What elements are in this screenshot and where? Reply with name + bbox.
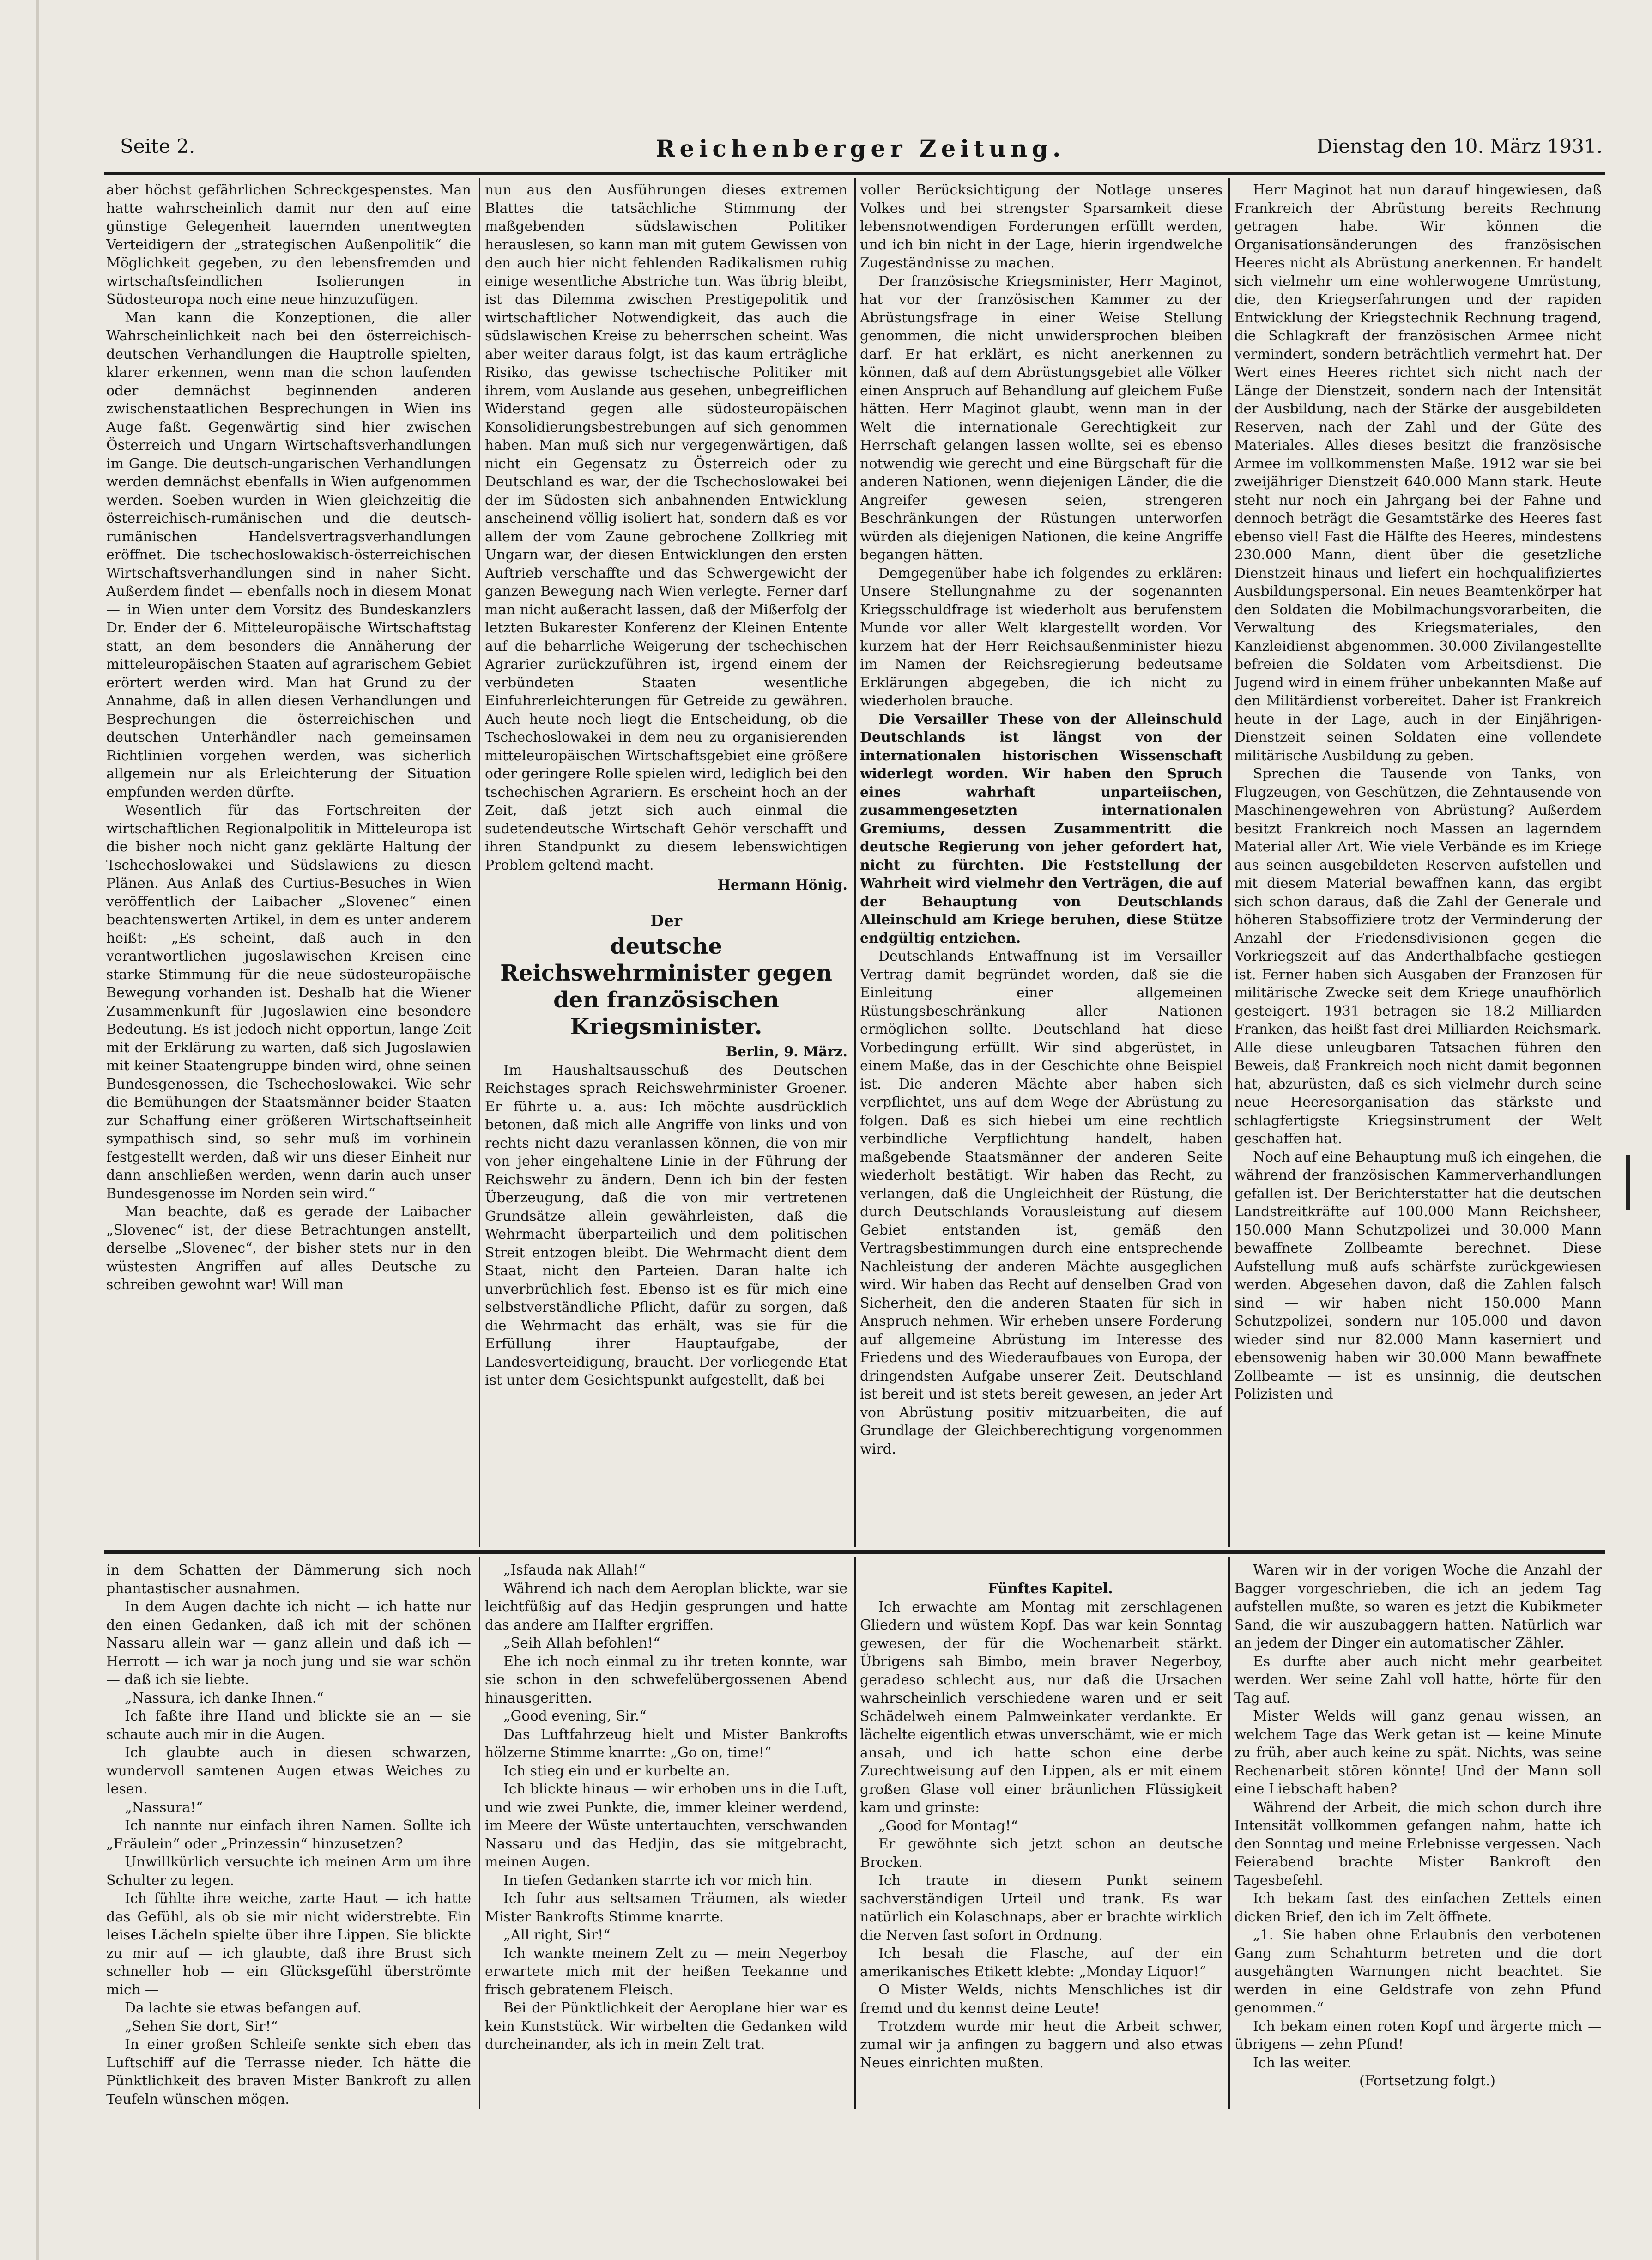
paragraph: Ich fuhr aus seltsamen Träumen, als wieder Mister Bankrofts Stimme knarrte. xyxy=(485,1890,847,1925)
paragraph: In tiefen Gedanken starrte ich vor mich hin. xyxy=(503,1872,813,1889)
paragraph: Das Luftfahrzeug hielt und Mister Bankrofts hölzerne Stimme knarrte: „Go on, time!“ xyxy=(485,1726,847,1761)
serial-column-1 xyxy=(106,1561,471,2106)
article-headline-block xyxy=(485,912,847,1041)
paragraph: Wesentlich für das Fortschreiten der wirtschaftlichen Regionalpolitik in Mitteleuropa ist die bisher noch nicht ganz geklärte Haltung der Tschechoslowakei und Südslawiens zu diesen Plänen. Aus Anlaß des Curtius-Besuches in Wien veröffentlich der Laibacher „Slovenec“ einen beachtenswerten Artikel, in dem es unter anderem heißt: „Es scheint, daß auch in den verantwortlichen jugoslawischen Kreisen eine starke Stimmung für die neue südosteuropäische Bewegung vorhanden ist. Deshalb hat die Wiener Zusammenkunft für Jugoslawien eine besondere Bedeutung. Es ist jedoch nicht opportun, lange Zeit mit der Erklärung zu warten, daß sich Jugoslawien mit keiner Staatengruppe binden wird, ohne seinen Bundesgenossen, die Tschechoslowakei. Wie sehr die Bemühungen der Staatsmänner beider Staaten zur Schaffung einer größeren Wirtschaftseinheit sympathisch sind, so sehr muß im vorhinein festgestellt werden, daß wir uns dieser Einheit nur dann anschließen werden, wenn darin auch unser Bundesgenosse im Norden sein wird.“ xyxy=(106,802,471,1202)
paragraph: Man beachte, daß es gerade der Laibacher „Slovenec“ ist, der diese Betrachtungen anstellt, derselbe „Slovenec“, der bisher stets nur in den wüstesten Angriffen auf alles Deutsche zu schreiben gewohnt war! Will man xyxy=(106,1204,471,1293)
column-3 xyxy=(860,181,1222,1544)
serial-column-4 xyxy=(1234,1561,1602,2106)
chapter-heading: Fünftes Kapitel. xyxy=(988,1581,1113,1597)
issue-date: Dienstag den 10. März 1931. xyxy=(1317,135,1603,158)
feuilleton-separator xyxy=(104,1550,1605,1554)
paragraph: Ich las weiter. xyxy=(1253,2054,1352,2071)
paragraph: Ich faßte ihre Hand und blickte sie an — sie schaute auch mir in die Augen. xyxy=(106,1708,471,1743)
paragraph: Die Versailler These von der Alleinschuld Deutschlands ist längst von der internationalen historischen Wissenschaft widerlegt worden. Wir haben den Spruch eines wahrhaft unparteiischen, zusammengesetzten internationalen Gremiums, dessen Zusammentritt die deutsche Regierung von jeher gefordert hat, nicht zu fürchten. Die Feststellung der Wahrheit wird vielmehr den Verträgen, die auf der Behauptung von Deutschlands Alleinschuld am Kriege beruhen, diese Stütze endgültig entziehen. xyxy=(860,711,1222,946)
paragraph: Im Haushaltsausschuß des Deutschen Reichstages sprach Reichswehrminister Groener. Er führte u. a. aus: Ich möchte ausdrücklich betonen, daß mich alle Angriffe von links und von rechts nicht dazu veranlassen können, die von mir von jeher eingehaltene Linie in der Führung der Reichswehr zu ändern. Denn ich bin der festen Überzeugung, daß die von mir vertretenen Grundsätze allein gewährleisten, daß die Wehrmacht überparteilich und dem politischen Streit entzogen bleibt. Die Wehrmacht dient dem Staat, nicht den Parteien. Daran halte ich unverbrüchlich fest. Ebenso ist es für mich eine selbstverständliche Pflicht, dafür zu sorgen, daß die Wehrmacht das erhält, was sie für die Erfüllung ihrer Hauptaufgabe, der Landesverteidigung, braucht. Der vorliegende Etat ist unter dem Gesichtspunkt aufgestellt, daß bei xyxy=(485,1062,847,1388)
paragraph: Ich bekam einen roten Kopf und ärgerte mich — übrigens — zehn Pfund! xyxy=(1234,2018,1602,2053)
to-be-continued: (Fortsetzung folgt.) xyxy=(1359,2073,1495,2089)
paragraph: aber höchst gefährlichen Schreckgespenstes. Man hatte wahrscheinlich damit nur den auf eine günstige Gelegenheit lauernden unentwegten Verteidigern der „strategischen Außenpolitik“ die Möglichkeit gegeben, zu den lebensfremden und wirtschaftsfeindlichen Isolierungen in Südosteuropa noch eine neue hinzuzufügen. xyxy=(106,182,471,308)
paragraph: Mister Welds will ganz genau wissen, an welchem Tage das Werk getan ist — keine Minute zu früh, aber auch keine zu spät. Nichts, was seine Rechenarbeit stören könnte! Und der Mann soll eine Liebschaft haben? xyxy=(1234,1708,1602,1797)
paragraph: Ich traute in diesem Punkt seinem sachverständigen Urteil und trank. Es war natürlich ein Kolaschnaps, aber er brachte wirklich die Nerven fast sofort in Ordnung. xyxy=(860,1872,1222,1944)
column-divider xyxy=(854,178,856,1547)
paragraph: Waren wir in der vorigen Woche die Anzahl der Bagger vorgeschrieben, die ich an jedem Tag aufstellen mußte, so waren es jetzt die Kubikmeter Sand, die wir auszubaggern hatten. Natürlich war an jedem der Dinger ein automatischer Zähler. xyxy=(1234,1562,1602,1651)
author-signature: Hermann Hönig. xyxy=(717,877,847,893)
paragraph: „Nassura, ich danke Ihnen.“ xyxy=(125,1690,324,1706)
paragraph: Während ich nach dem Aeroplan blickte, war sie leichtfüßig auf das Hedjin gesprungen und hatte das andere am Halfter ergriffen. xyxy=(485,1580,847,1633)
column-1 xyxy=(106,181,471,1544)
paragraph: „All right, Sir!“ xyxy=(503,1927,611,1943)
paragraph: Ich fühlte ihre weiche, zarte Haut — ich hatte das Gefühl, als ob sie mir nicht widerstrebte. Ein leises Lächeln spielte über ihre Lippen. Sie blickte zu mir auf — ich glaubte, daß ihre Brust sich schneller hob — ein Glücksgefühl überströmte mich — xyxy=(106,1890,471,1998)
page-header xyxy=(120,135,1603,167)
paragraph: voller Berücksichtigung der Notlage unseres Volkes und bei strengster Sparsamkeit diese lebensnotwendigen Forderungen erfüllt werden, und ich bin nicht in der Lage, hierin irgendwelche Zugeständnisse zu machen. xyxy=(860,182,1222,271)
paragraph: Der französische Kriegsminister, Herr Maginot, hat vor der französischen Kammer zu der Abrüstungsfrage in einer Weise Stellung genommen, die nicht unwidersprochen bleiben darf. Er hat erklärt, es nicht anerkennen zu können, daß auf dem Abrüstungsgebiet alle Völker einen Anspruch auf Behandlung auf gleichem Fuße hätten. Herr Maginot glaubt, wenn man in der Welt die internationale Gerechtigkeit zur Herrschaft gelangen lassen wollte, sei es ebenso notwendig wie gerecht und eine Bürgschaft für die anderen Nationen, wenn diejenigen Länder, die die Angreifer gewesen seien, strengeren Beschränkungen der Rüstungen unterworfen würden als diejenigen Nationen, die keine Angriffe begangen hätten. xyxy=(860,273,1222,563)
header-rule xyxy=(104,172,1605,175)
paragraph: „Nassura!“ xyxy=(125,1799,203,1816)
paragraph: nun aus den Ausführungen dieses extremen Blattes die tatsächliche Stimmung der maßgebenden südslawischen Politiker herauslesen, so kann man mit gutem Gewissen von den auch hier nicht fehlenden Radikalismen ruhig einige wesentliche Abstriche tun. Was übrig bleibt, ist das Dilemma zwischen Prestigepolitik und wirtschaftlicher Notwendigkeit, das auch die südslawischen Kreise zu beherrschen scheint. Was aber weiter daraus folgt, ist das kaum erträgliche Risiko, das gewisse tschechische Politiker mit ihrem, vom Auslande aus gesehen, unbegreiflichen Widerstand gegen alle südosteuropäischen Konsolidierungsbestrebungen auf sich genommen haben. Man muß sich nur vergegenwärtigen, daß nicht ein Gegensatz zu Österreich oder zu Deutschland es war, der die Tschechoslowakei bei der im Südosten sich anbahnenden Entwicklung anscheinend völlig isoliert hat, sondern daß es vor allem der vom Zaune gebrochene Zollkrieg mit Ungarn war, der diesen Entwicklungen den ersten Auftrieb verschaffte und das Schwergewicht der ganzen Bewegung nach Wien verlegte. Ferner darf man nicht außeracht lassen, daß der Mißerfolg der letzten Bukarester Konferenz der Kleinen Entente auf die beharrliche Weigerung der tschechischen Agrarier zurückzuführen ist, irgend einem der verbündeten Staaten wesentliche Einfuhrerleichterungen für Getreide zu gewähren. Auch heute noch liegt die Entscheidung, ob die Tschechoslowakei in dem neu zu organisierenden mitteleuropäischen Wirtschaftsgebiet eine größere oder geringere Rolle spielen wird, lediglich bei den tschechischen Agrariern. Es erscheint hoch an der Zeit, daß jetzt sich auch einmal die sudetendeutsche Wirtschaft Gehör verschafft und ihren Standpunkt zu diesem lebenswichtigen Problem geltend macht. xyxy=(485,182,847,873)
paragraph: Ich wankte meinem Zelt zu — mein Negerboy erwartete mich mit der heißen Teekanne und frisch gebratenem Fleisch. xyxy=(485,1945,847,1998)
paragraph: Ich glaubte auch in diesen schwarzen, wundervoll samtenen Augen etwas Weiches zu lesen. xyxy=(106,1745,471,1797)
paragraph: „1. Sie haben ohne Erlaubnis den verbotenen Gang zum Schahturm betreten und die dort ausgehängten Warnungen nicht beachtet. Sie werden in eine Geldstrafe von zehn Pfund genommen.“ xyxy=(1234,1927,1602,2016)
column-divider xyxy=(1228,1557,1230,2109)
paragraph: Sprechen die Tausende von Tanks, von Flugzeugen, von Geschützen, die Zehntausende von Maschinengewehren von Abrüstung? Außerdem besitzt Frankreich noch Massen an lagerndem Material aller Art. Wie viele Verbände es im Kriege aus seinen ausgebildeten Reserven aufstellen und mit diesem Material bewaffnen kann, das ergibt sich schon daraus, daß die Zahl der Generale und höheren Stabsoffiziere trotz der Verminderung der Anzahl der Friedensdivisionen gegen die Vorkriegszeit auf das Anderthalbfache gestiegen ist. Ferner haben sich Ausgaben der Franzosen für militärische Zwecke seit dem Kriege unaufhörlich gesteigert. 1931 betragen sie 18.2 Milliarden Franken, das heißt fast drei Milliarden Reichsmark. Alle diese unleugbaren Tatsachen führen den Beweis, daß Frankreich noch nicht damit begonnen hat, abzurüsten, daß es sich vielmehr durch seine neue Heeresorganisation das stärkste und schlagfertigste Kriegsinstrument der Welt geschaffen hat. xyxy=(1234,766,1602,1147)
paragraph: Demgegenüber habe ich folgendes zu erklären: Unsere Stellungnahme zu der sogenannten Kriegsschuldfrage ist wiederholt aus berufenstem Munde vor aller Welt klargestellt worden. Vor kurzem hat der Herr Reichsaußenminister hiezu im Namen der Reichsregierung bedeutsame Erklärungen abgegeben, die ich nicht zu wiederholen brauche. xyxy=(860,565,1222,709)
paragraph: Noch auf eine Behauptung muß ich eingehen, die während der französischen Kammerverhandlungen gefallen ist. Der Berichterstatter hat die deutschen Landstreitkräfte auf 100.000 Mann Reichsheer, 150.000 Mann Schutzpolizei und 30.000 Mann bewaffnete Zollbeamte berechnet. Diese Aufstellung muß aufs schärfste zurückgewiesen werden. Abgesehen davon, daß die Zahlen falsch sind — wir haben nicht 150.000 Mann Schutzpolizei, sondern nur 105.000 und davon wieder sind nur 82.000 Mann kaserniert und ebensowenig haben wir 30.000 Mann bewaffnete Zollbeamte — ist es unsinnig, die deutschen Polizisten und xyxy=(1234,1149,1602,1402)
paragraph: Es durfte aber auch nicht mehr gearbeitet werden. Wer seine Zahl voll hatte, hörte für den Tag auf. xyxy=(1234,1653,1602,1706)
paragraph: Ich nannte nur einfach ihren Namen. Sollte ich „Fräulein“ oder „Prinzessin“ hinzusetzen? xyxy=(106,1818,471,1852)
column-divider xyxy=(479,1557,480,2109)
paragraph: Während der Arbeit, die mich schon durch ihre Intensität vollkommen gefangen nahm, hatte ich den Sonntag und meine Erlebnisse vergessen. Nach Feierabend brachte Mister Bankroft den Tagesbefehl. xyxy=(1234,1799,1602,1889)
column-divider xyxy=(1228,178,1230,1547)
paragraph: „Seih Allah befohlen!“ xyxy=(503,1635,660,1651)
paragraph: Herr Maginot hat nun darauf hingewiesen, daß Frankreich der Abrüstung bereits Rechnung getragen habe. Wir können die Organisationsänderungen des französischen Heeres nicht als Abrüstung anerkennen. Er handelt sich vielmehr um eine wohlerwogene Umrüstung, die, den Kriegserfahrungen und der rapiden Entwicklung der Kriegstechnik Rechnung tragend, die Schlagkraft der französischen Armee nicht vermindert, sondern beträchtlich vermehrt hat. Der Wert eines Heeres richtet sich nicht nach der Länge der Dienstzeit, sondern nach der Intensität der Ausbildung, nach der Stärke der ausgebildeten Reserven, nach der Zahl und der Güte des Materiales. Alles dieses besitzt die französische Armee im vollkommensten Maße. 1912 war sie bei zweijähriger Dienstzeit 640.000 Mann stark. Heute steht nur noch ein Jahrgang bei der Fahne und dennoch beträgt die Gesamtstärke des Heeres fast ebenso viel! Fast die Hälfte des Heeres, mindestens 230.000 Mann, dient über die gesetzliche Dienstzeit hinaus und liefert ein hochqualifiziertes Ausbildungspersonal. Ein neues Beamtenkörper hat den Soldaten die Mobilmachungsvorarbeiten, die Verwaltung des Kriegsmateriales, den Kanzleidienst abgenommen. 30.000 Zivilangestellte befreien die Soldaten vom Arbeitsdienst. Die Jugend wird in einem früher unbekannten Maße auf den Militärdienst vorbereitet. Daher ist Frankreich heute in der Lage, auch in der Einjährigen-Dienstzeit seinen Soldaten eine vollendete militärische Ausbildung zu geben. xyxy=(1234,182,1602,764)
scan-mark xyxy=(1626,1155,1630,1210)
paragraph: „Good evening, Sir.“ xyxy=(503,1708,647,1724)
column-divider xyxy=(854,1557,856,2109)
scan-edge xyxy=(36,0,39,2260)
page-number: Seite 2. xyxy=(120,135,195,158)
paragraph: Ich erwachte am Montag mit zerschlagenen Gliedern und wüstem Kopf. Das war kein Sonntag gewesen, der für die Wochenarbeit stärkt. Übrigens sah Bimbo, mein braver Negerboy, geradeso schlecht aus, nur daß die Ursachen wahrscheinlich verschiedene waren und er seit Schädelweh einem Palmweinkater verdankte. Er lächelte eigentlich etwas unverschämt, wie er mich ansah, und ich hatte schon eine derbe Zurechtweisung auf den Lippen, als er mit einem großen Glase voll einer bräunlichen Flüssigkeit kam und grinste: xyxy=(860,1599,1222,1816)
paragraph: Ich blickte hinaus — wir erhoben uns in die Luft, und wie zwei Punkte, die, immer kleiner werdend, im Meere der Wüste untertauchten, verschwanden Nassaru und das Hedjin, das sie mitgebracht, meinen Augen. xyxy=(485,1781,847,1870)
paragraph: „Sehen Sie dort, Sir!“ xyxy=(125,2018,278,2035)
article-headline: deutsche Reichswehrminister gegen den französischen Kriegsminister. xyxy=(500,933,832,1040)
headline-kicker: Der xyxy=(650,911,683,930)
paragraph: Bei der Pünktlichkeit der Aeroplane hier war es kein Kunststück. Wir wirbelten die Gedanken wild durcheinander, als ich in mein Zelt trat. xyxy=(485,2000,847,2053)
serial-column-2 xyxy=(485,1561,847,2106)
paragraph: Ich stieg ein und er kurbelte an. xyxy=(503,1763,730,1779)
paragraph: Ich bekam fast des einfachen Zettels einen dicken Brief, den ich im Zelt öffnete. xyxy=(1234,1890,1602,1925)
masthead-title: Reichenberger Zeitung. xyxy=(656,135,1065,162)
paragraph: Ich besah die Flasche, auf der ein amerikanisches Etikett klebte: „Monday Liquor!“ xyxy=(860,1945,1222,1980)
paragraph: In einer großen Schleife senkte sich eben das Luftschiff auf die Terrasse nieder. Ich hätte die Pünktlichkeit des braven Mister Bankroft zu allen Teufeln wünschen mögen. xyxy=(106,2036,471,2106)
serial-column-3 xyxy=(860,1580,1222,2106)
paragraph: Man kann die Konzeptionen, die aller Wahrscheinlichkeit nach bei den österreichisch-deutschen Verhandlungen die Hauptrolle spielten, klarer erkennen, wenn man die schon laufenden oder demnächst beginnenden anderen zwischenstaatlichen Besprechungen in Wien ins Auge faßt. Gegenwärtig sind hier zwischen Österreich und Ungarn Wirtschaftsverhandlungen im Gange. Die deutsch-ungarischen Verhandlungen werden demnächst ebenfalls in Wien aufgenommen werden. Soeben wurden in Wien gleichzeitig die österreichisch-rumänischen und die deutsch-rumänischen Handelsvertragsverhandlungen eröffnet. Die tschechoslowakisch-österreichischen Wirtschaftsverhandlungen sind in naher Sicht. Außerdem findet — ebenfalls noch in diesem Monat — in Wien unter dem Vorsitz des Bundeskanzlers Dr. Ender der 6. Mitteleuropäische Wirtschaftstag statt, an dem besonders die Annäherung der mitteleuropäischen Staaten auf agrarischem Gebiet erörtert werden wird. Man hat Grund zu der Annahme, daß in allen diesen Verhandlungen und Besprechungen die österreichischen und deutschen Unterhändler nach gemeinsamen Richtlinien vorgehen werden, was sicherlich allgemein nur als Erleichterung der Situation empfunden werden dürfte. xyxy=(106,309,471,800)
paragraph: „Isfauda nak Allah!“ xyxy=(503,1562,646,1578)
paragraph: Unwillkürlich versuchte ich meinen Arm um ihre Schulter zu legen. xyxy=(106,1854,471,1889)
column-2 xyxy=(485,181,847,1544)
column-4 xyxy=(1234,181,1602,1544)
paragraph: In dem Augen dachte ich nicht — ich hatte nur den einen Gedanken, daß ich mit der schönen Nassaru allein war — ganz allein und daß ich — Herrott — ich war ja noch jung und sie war schön — daß ich sie liebte. xyxy=(106,1599,471,1688)
paragraph: Ehe ich noch einmal zu ihr treten konnte, war sie schon in den schwefelübergossenen Abend hinausgeritten. xyxy=(485,1653,847,1706)
paragraph: in dem Schatten der Dämmerung sich noch phantastischer ausnahmen. xyxy=(106,1562,471,1597)
paragraph: Deutschlands Entwaffnung ist im Versailler Vertrag damit begründet worden, daß sie die Einleitung einer allgemeinen Rüstungsbeschränkung aller Nationen ermöglichen sollte. Deutschland hat diese Vorbedingung erfüllt. Wir sind abgerüstet, in einem Maße, das in der Geschichte ohne Beispiel ist. Die anderen Mächte aber haben sich verpflichtet, uns auf dem Wege der Abrüstung zu folgen. Daß es sich hiebei um eine rechtlich verbindliche Verpflichtung handelt, haben maßgebende Staatsmänner der anderen Seite wiederholt bestätigt. Wir haben das Recht, zu verlangen, daß die Ungleichheit der Rüstung, die durch Deutschlands Vorausleistung auf diesem Gebiet entstanden ist, gemäß den Vertragsbestimmungen durch eine entsprechende Nachleistung der anderen Mächte ausgeglichen wird. Wir haben das Recht auf denselben Grad von Sicherheit, den die anderen Staaten für sich in Anspruch nehmen. Wir erheben unsere Forderung auf allgemeine Abrüstung im Interesse des Friedens und des Wiederaufbaues von Europa, der dringendsten Aufgabe unserer Zeit. Deutschland ist bereit und ist stets bereit gewesen, an jeder Art von Abrüstung positiv mitzuarbeiten, die auf Grundlage der Gleichberechtigung vorgenommen wird. xyxy=(860,948,1222,1457)
article-dateline: Berlin, 9. März. xyxy=(726,1044,847,1060)
paragraph: Da lachte sie etwas befangen auf. xyxy=(125,2000,362,2016)
column-divider xyxy=(479,178,480,1547)
paragraph: Er gewöhnte sich jetzt schon an deutsche Brocken. xyxy=(860,1836,1222,1871)
paragraph: „Good for Montag!“ xyxy=(878,1818,1018,1834)
paragraph: O Mister Welds, nichts Menschliches ist dir fremd und du kennst deine Leute! xyxy=(860,1982,1222,2017)
paragraph: Trotzdem wurde mir heut die Arbeit schwer, zumal wir ja anfingen zu baggern und also etwas Neues einrichten mußten. xyxy=(860,2018,1222,2071)
